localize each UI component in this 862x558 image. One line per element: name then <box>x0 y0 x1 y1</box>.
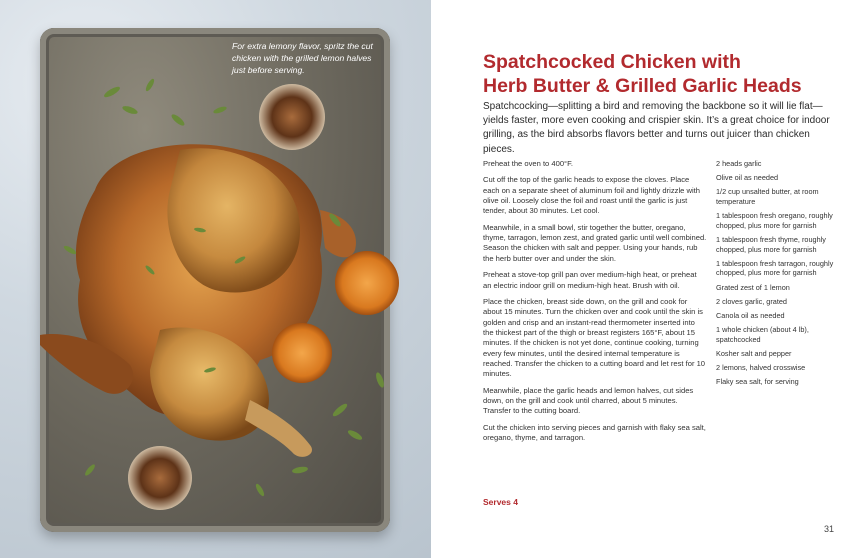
ingredient-item: Flaky sea salt, for serving <box>716 377 799 387</box>
recipe-title-line-1: Spatchcocked Chicken with <box>483 51 741 73</box>
ingredient-item: Kosher salt and pepper <box>716 348 792 358</box>
ingredient-item: Grated zest of 1 lemon <box>716 282 790 292</box>
recipe-intro: Spatchcocking—splitting a bird and removing the backbone so it will lie flat—yields faster, more even cooking and crispier skin. It’s a great choice for indoor grilling, as the bird absorbs flavors better and turns out juicer than chicken pieces. <box>483 101 830 155</box>
ingredient-item: 2 cloves garlic, grated <box>716 296 787 306</box>
recipe-title-line-2: Herb Butter & Grilled Garlic Heads <box>483 75 802 97</box>
serves-label: Serves 4 <box>483 497 518 507</box>
ingredient-item: Olive oil as needed <box>716 173 779 183</box>
photo-caption: For extra lemony flavor, spritz the cut chicken with the grilled lemon halves just before serving. <box>232 41 373 75</box>
recipe-title <box>483 50 823 98</box>
ingredient-item: 1/2 cup unsalted butter, at room temperature <box>716 187 819 206</box>
method-step: Place the chicken, breast side down, on the grill and cook for about 15 minutes. Turn the chicken over and cook until the skin is golden and crisp and an instant-read thermometer inserted into the thickest part of the thigh or breast registers 165°F, about 15 minutes. If the chicken is not yet done, continue cooking, turning every few minutes, until the desired internal temperature is reached. Transfer the chicken to a cutting board and let rest for 10 minutes. <box>483 297 706 379</box>
page-number: 31 <box>824 524 835 534</box>
method-step: Preheat the oven to 400°F. <box>483 159 574 168</box>
ingredient-item: 2 heads garlic <box>716 159 762 168</box>
ingredient-item: 1 tablespoon fresh oregano, roughly chopped, plus more for garnish <box>716 211 833 230</box>
method-step: Cut the chicken into serving pieces and garnish with flaky sea salt, oregano, thyme, and tarragon. <box>483 422 706 442</box>
method-step: Meanwhile, in a small bowl, stir together the butter, oregano, thyme, tarragon, lemon zest, and grated garlic until well combined. Season the chicken with salt and pepper. Using your hands, rub the herb butter over and under the skin. <box>483 222 707 263</box>
method-step: Cut off the top of the garlic heads to expose the cloves. Place each on a separate sheet of aluminum foil and lightly drizzle with olive oil. Loosely close the foil and roast until the garlic is just tender, about 30 minutes. Let cool. <box>483 175 700 216</box>
method-steps <box>483 159 707 449</box>
ingredient-item: 1 whole chicken (about 4 lb), spatchcocked <box>716 325 809 344</box>
ingredient-item: 1 tablespoon fresh tarragon, roughly chopped, plus more for garnish <box>716 258 834 278</box>
ingredient-item: 2 lemons, halved crosswise <box>716 363 806 373</box>
method-step: Preheat a stove-top grill pan over medium-high heat, or preheat an electric indoor grill on medium-high heat. Brush with oil. <box>483 270 697 290</box>
ingredient-list <box>716 159 836 391</box>
ingredient-item: Canola oil as needed <box>716 310 785 320</box>
method-step: Meanwhile, place the garlic heads and lemon halves, cut sides down, on the grill and cook until charred, about 5 minutes. Transfer to the cutting board. <box>483 385 694 416</box>
ingredient-item: 1 tablespoon fresh thyme, roughly chopped, plus more for garnish <box>716 234 826 254</box>
